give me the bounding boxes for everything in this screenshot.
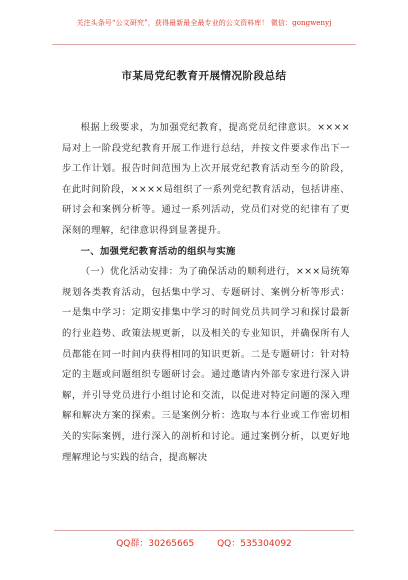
footer-qq: QQ：535304092 <box>217 539 292 549</box>
document-body <box>62 118 350 468</box>
footer-divider <box>54 530 354 531</box>
header-divider <box>52 44 356 45</box>
header-banner: 关注头条号“公文研究”，获得最新最全最专业的公文资料库！ 微信：gongwenyj <box>76 19 332 27</box>
footer-qq-group: QQ群：30265665 <box>116 539 195 549</box>
footer <box>0 536 408 549</box>
section-paragraph: （一）优化活动安排：为了确保活动的顺利进行，×××局统筹规划各类教育活动，包括集中学习、专题研讨、案例分析等形式：一是集中学习：定期安排集中学习的时间党员共同学习和探讨最新的行业趋势、政策法规更新，以及相关的专业知识，并确保所有人员都能在同一时间内获得相同的知识更新。二是专题研讨：针对特定的主题或问题组织专题研讨会。通过邀请内外部专家进行深入讲解，并引导党员进行小组讨论和交流，以促进对特定问题的深入理解和解决方案的探索。三是案例分析：选取与本行业或工作密切相关的实际案例，进行深入的剖析和讨论。通过案例分析，以更好地理解理论与实践的结合，提高解决 <box>62 266 350 463</box>
section-heading: 一、加强党纪教育活动的组织与实施 <box>80 245 236 257</box>
intro-paragraph: 根据上级要求，为加强党纪教育，提高党员纪律意识。××××局对上一阶段党纪教育开展工作进行总结，并按文件要求作出下一步工作计划。报告时间范围为上次开展党纪教育活动至今的阶段，在此时间阶段，××××局组织了一系列党纪教育活动，包括讲座、研讨会和案例分析等。通过一系列活动，党员们对党的纪律有了更深刻的理解，纪律意识得到显著提升。 <box>62 122 350 236</box>
document-title: 市某局党纪教育开展情况阶段总结 <box>121 70 287 82</box>
